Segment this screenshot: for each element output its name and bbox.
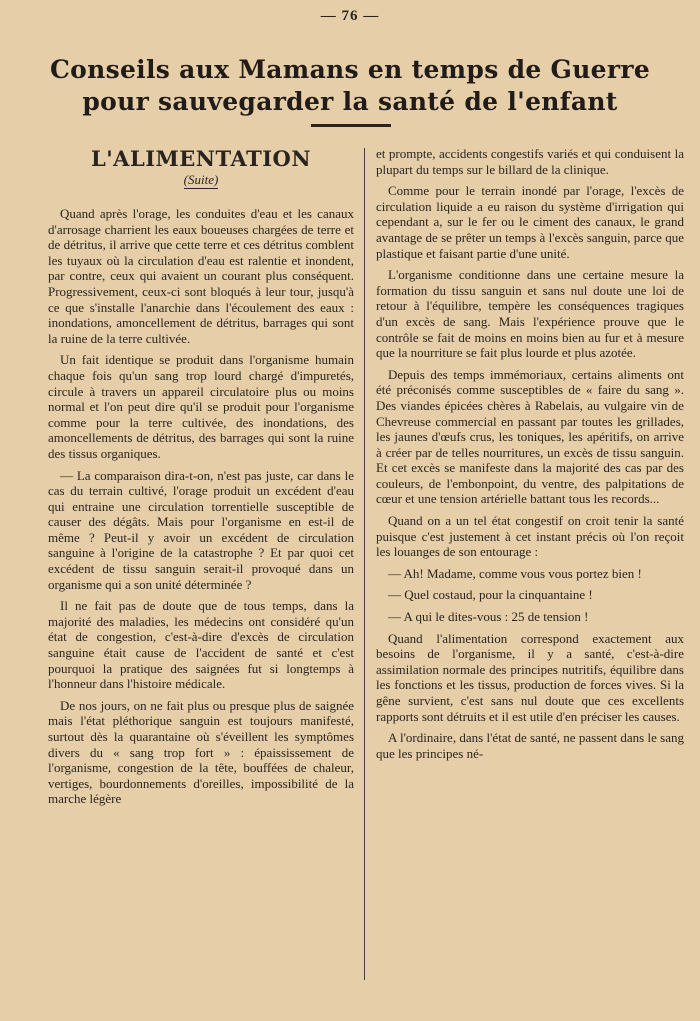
article-title bbox=[30, 54, 670, 118]
paragraph: Quand après l'orage, les conduites d'eau et les canaux d'arrosage charrient les eaux boueuses chargées de terre et de détritus, il arrive que cette terre et ces détritus comblent les tuyaux où la circulation d'eau est ralentie et inondent, par contre, ceux qui avaient un courant plus conséquent. Progressivement, ceux-ci sont bloqués à leur tour, jusqu'à ce que s'installe l'anarchie dans l'écoulement des eaux : inondations, amoncellement de détritus, barrages qui sont la ruine de la terre cultivée. bbox=[48, 206, 354, 346]
paragraph: — La comparaison dira-t-on, n'est pas juste, car dans le cas du terrain cultivé, l'orage produit un excédent d'eau qui entraine une circulation torrentielle susceptible de causer des dégâts. Mais pour l'organisme en est-il de même ? Peut-il y avoir un excédent de circulation sanguine à l'origine de la catastrophe ? Et par quoi cet excédent de tissu sanguin serait-il provoqué dans un organisme qui a son unité déterminée ? bbox=[48, 467, 354, 592]
title-line-1: Conseils aux Mamans en temps de Guerre bbox=[49, 55, 651, 84]
paragraph: De nos jours, on ne fait plus ou presque plus de saignée mais l'état pléthorique sanguin est toujours manifesté, surtout dès la quarantaine où s'éveillent les symptômes divers du « sang trop fort » : épaississement de l'organisme, congestion de la tête, bouffées de chaleur, vertiges, bourdonnements d'oreilles, impossibilité de la marche légère bbox=[48, 697, 354, 807]
paragraph: Depuis des temps immémoriaux, certains aliments ont été préconisés comme susceptibles de « faire du sang ». Des viandes épicées chères à Rabelais, au vulgaire vin de Chevreuse commercial en passant par toutes les grillades, les jaunes d'œufs crus, les toniques, les apéritifs, on arrive à créer par de telles nourritures, un excès de tissu sanguin. Et cet excès se manifeste dans la majorité des cas par des couleurs, de l'embonpoint, du ventre, des palpitations de cœur et une tension artérielle battant tous les records... bbox=[376, 366, 684, 507]
title-underline-rule bbox=[311, 124, 391, 127]
dialogue-line: — A qui le dites-vous : 25 de tension ! bbox=[388, 609, 589, 625]
right-column bbox=[376, 146, 684, 767]
page-number: — 76 — bbox=[320, 8, 380, 24]
section-heading: L'ALIMENTATION bbox=[90, 146, 312, 171]
column-divider bbox=[364, 148, 365, 980]
paragraph: A l'ordinaire, dans l'état de santé, ne passent dans le sang que les principes né- bbox=[376, 730, 684, 761]
section-subheading: (Suite) bbox=[183, 172, 219, 187]
paragraph: Un fait identique se produit dans l'organisme humain chaque fois qu'un sang trop lourd chargé d'impuretés, circule à travers un appareil circulatoire plus ou moins normal et l'on peut dire qu'il se produit pour l'organisme comme pour la terre cultivée, des inondations, des amoncellements de détritus, des barrages qui sont la ruine des tissus organiques. bbox=[48, 352, 354, 461]
title-line-2: pour sauvegarder la santé de l'enfant bbox=[82, 87, 618, 116]
paragraph: L'organisme conditionne dans une certaine mesure la formation du tissu sanguin et sans nul doute une loi de retour à l'équilibre, tempère les conséquences tragiques d'un excès de sang. Mais l'expérience prouve que le contrôle se fait de moins en moins bien au fur et à mesure que la nourriture se fait plus lourde et plus azotée. bbox=[376, 267, 684, 361]
dialogue-line: — Ah! Madame, comme vous vous portez bien ! bbox=[388, 565, 642, 581]
paragraph: Quand on a un tel état congestif on croit tenir la santé puisque c'est justement à cet instant précis où l'on reçoit les louanges de son entourage : bbox=[376, 513, 684, 560]
paragraph: et prompte, accidents congestifs variés et qui conduisent la plupart du temps sur le billard de la clinique. bbox=[376, 146, 684, 177]
paragraph: Il ne fait pas de doute que de tous temps, dans la majorité des maladies, les médecins ont considéré qu'un état de congestion, c'est-à-dire d'excès de circulation sanguine était cause de l'accident de santé et c'est pourquoi la pratique des saignées fut si longtemps à l'honneur dans l'histoire médicale. bbox=[48, 598, 354, 692]
left-column bbox=[48, 146, 354, 813]
paragraph: Quand l'alimentation correspond exactement aux besoins de l'organisme, il y a santé, c'est-à-dire assimilation normale des principes nutritifs, équilibre dans les fonctions et les tissus, production de forces vives. Si la gêne survient, c'est sans nul doute que ces excellents rapports sont détruits et il est utile d'en préciser les causes. bbox=[376, 630, 684, 724]
paragraph: Comme pour le terrain inondé par l'orage, l'excès de circulation liquide a eu raison du système d'irrigation qui cependant a, sur le fer ou le ciment des canaux, le grand avantage de se prêter un temps à l'excès sanguin, parce que plastique et faisant partie d'une unité. bbox=[376, 183, 684, 261]
dialogue-line: — Quel costaud, pour la cinquantaine ! bbox=[388, 587, 593, 603]
